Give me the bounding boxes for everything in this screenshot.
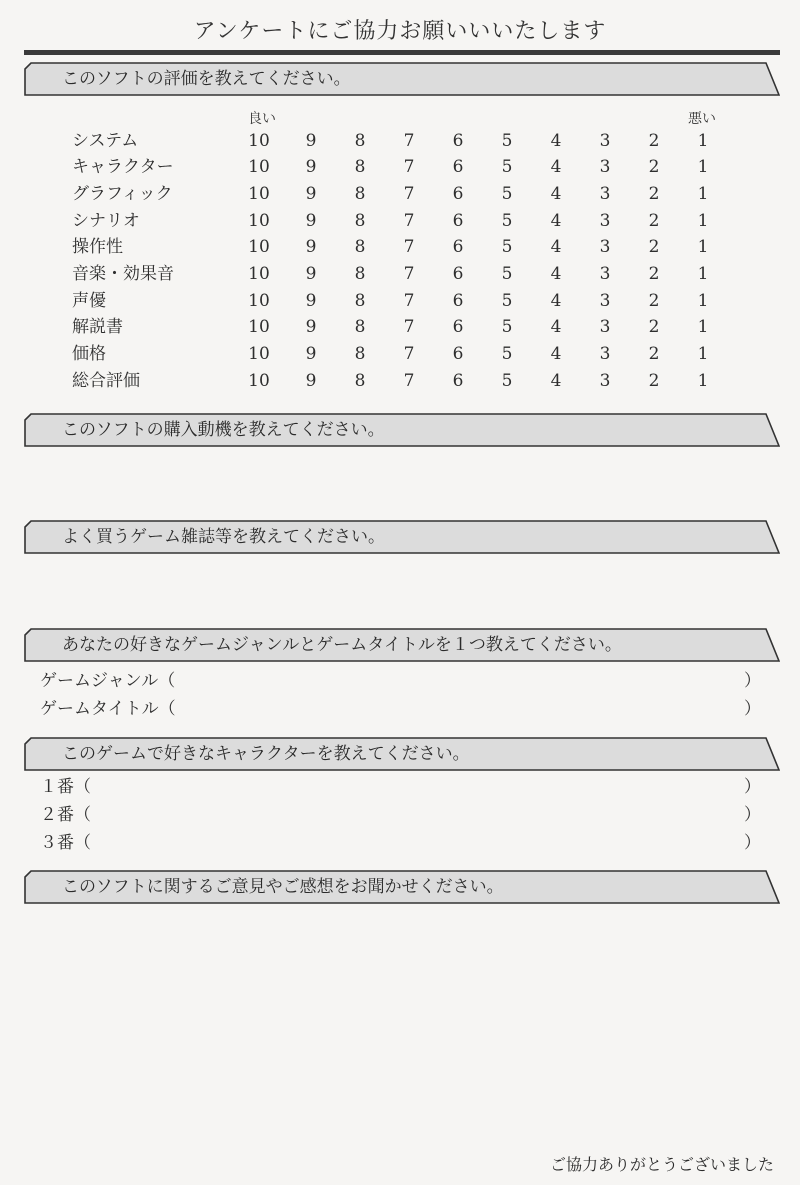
rating-score-4[interactable]: 4 <box>550 317 562 337</box>
rating-row <box>0 288 800 314</box>
rating-score-6[interactable]: 6 <box>452 211 464 231</box>
rating-score-3[interactable]: 3 <box>599 317 611 337</box>
rating-score-1[interactable]: 1 <box>697 371 709 391</box>
rating-score-5[interactable]: 5 <box>501 317 513 337</box>
rating-score-10[interactable]: 10 <box>248 157 270 177</box>
rating-score-4[interactable]: 4 <box>550 344 562 364</box>
favorite-genre-field[interactable] <box>0 667 800 695</box>
close-paren: ） <box>744 805 761 825</box>
rating-score-2[interactable]: 2 <box>648 131 660 151</box>
section-heading-motive: このソフトの購入動機を教えてください。 <box>62 420 385 440</box>
rating-score-10[interactable]: 10 <box>248 237 270 257</box>
section-heading-opinion: このソフトに関するご意見やご感想をお聞かせください。 <box>62 877 504 897</box>
rating-score-8[interactable]: 8 <box>354 237 366 257</box>
rating-score-7[interactable]: 7 <box>403 291 415 311</box>
rating-score-2[interactable]: 2 <box>648 157 660 177</box>
rating-score-2[interactable]: 2 <box>648 184 660 204</box>
rating-score-9[interactable]: 9 <box>305 264 317 284</box>
rating-row <box>0 128 800 154</box>
rating-score-9[interactable]: 9 <box>305 211 317 231</box>
rating-score-3[interactable]: 3 <box>599 344 611 364</box>
page-title: アンケートにご協力お願いいいたします <box>193 19 607 44</box>
rating-score-4[interactable]: 4 <box>550 157 562 177</box>
rating-item-label: キャラクター <box>72 157 174 177</box>
close-paren: ） <box>744 777 761 797</box>
rating-score-8[interactable]: 8 <box>354 157 366 177</box>
rating-score-5[interactable]: 5 <box>501 184 513 204</box>
rating-score-3[interactable]: 3 <box>599 237 611 257</box>
rating-item-label: システム <box>72 131 139 151</box>
rating-score-10[interactable]: 10 <box>248 291 270 311</box>
rating-score-6[interactable]: 6 <box>452 264 464 284</box>
rating-score-7[interactable]: 7 <box>403 264 415 284</box>
rating-item-label: シナリオ <box>72 211 140 231</box>
favorite-character-3-field[interactable] <box>0 829 800 857</box>
section-banner-opinion <box>24 870 780 904</box>
rating-item-label: 操作性 <box>72 237 123 257</box>
rating-score-8[interactable]: 8 <box>354 291 366 311</box>
section-heading-favorite-character: このゲームで好きなキャラクターを教えてください。 <box>62 744 470 764</box>
rating-score-6[interactable]: 6 <box>452 131 464 151</box>
rating-row <box>0 368 800 394</box>
closing-message: ご協力ありがとうございました <box>549 1155 774 1174</box>
rating-score-3[interactable]: 3 <box>599 291 611 311</box>
rating-item-label: 音楽・効果音 <box>72 264 174 284</box>
rating-score-8[interactable]: 8 <box>354 371 366 391</box>
rating-score-4[interactable]: 4 <box>550 211 562 231</box>
rating-score-8[interactable]: 8 <box>354 317 366 337</box>
rating-score-2[interactable]: 2 <box>648 237 660 257</box>
rating-score-7[interactable]: 7 <box>403 211 415 231</box>
favorite-character-2-field[interactable] <box>0 801 800 829</box>
rating-score-10[interactable]: 10 <box>248 371 270 391</box>
close-paren: ） <box>744 833 761 853</box>
rating-row <box>0 261 800 287</box>
rating-score-2[interactable]: 2 <box>648 291 660 311</box>
section-banner-motive <box>24 413 780 447</box>
rating-score-10[interactable]: 10 <box>248 317 270 337</box>
favorite-genre-label: ゲームジャンル（ <box>40 671 176 691</box>
rating-score-4[interactable]: 4 <box>550 131 562 151</box>
rating-score-8[interactable]: 8 <box>354 211 366 231</box>
favorite-character-1-field[interactable] <box>0 773 800 801</box>
rating-score-5[interactable]: 5 <box>501 344 513 364</box>
rating-score-1[interactable]: 1 <box>697 264 709 284</box>
rating-score-10[interactable]: 10 <box>248 344 270 364</box>
rating-score-5[interactable]: 5 <box>501 371 513 391</box>
section-banner-favorite-character <box>24 737 780 771</box>
rating-score-7[interactable]: 7 <box>403 317 415 337</box>
title-divider <box>24 50 780 55</box>
favorite-title-field[interactable] <box>0 695 800 723</box>
rating-score-1[interactable]: 1 <box>697 344 709 364</box>
rating-score-2[interactable]: 2 <box>648 264 660 284</box>
rating-score-7[interactable]: 7 <box>403 184 415 204</box>
rating-score-3[interactable]: 3 <box>599 211 611 231</box>
rating-score-3[interactable]: 3 <box>599 157 611 177</box>
rating-score-1[interactable]: 1 <box>697 211 709 231</box>
section-heading-favorite-game: あなたの好きなゲームジャンルとゲームタイトルを１つ教えてください。 <box>62 635 622 655</box>
close-paren: ） <box>744 699 761 719</box>
rating-score-10[interactable]: 10 <box>248 211 270 231</box>
rating-score-9[interactable]: 9 <box>305 237 317 257</box>
rating-score-7[interactable]: 7 <box>403 131 415 151</box>
rating-score-5[interactable]: 5 <box>501 211 513 231</box>
rating-row <box>0 181 800 207</box>
rating-score-8[interactable]: 8 <box>354 184 366 204</box>
rating-score-6[interactable]: 6 <box>452 237 464 257</box>
rating-score-4[interactable]: 4 <box>550 184 562 204</box>
rating-score-9[interactable]: 9 <box>305 157 317 177</box>
favorite-character-3-label: ３番（ <box>40 833 91 853</box>
rating-score-10[interactable]: 10 <box>248 184 270 204</box>
rating-score-1[interactable]: 1 <box>697 317 709 337</box>
rating-score-10[interactable]: 10 <box>248 131 270 151</box>
rating-row <box>0 234 800 260</box>
rating-score-7[interactable]: 7 <box>403 157 415 177</box>
rating-score-4[interactable]: 4 <box>550 237 562 257</box>
rating-item-label: グラフィック <box>72 184 173 204</box>
rating-score-9[interactable]: 9 <box>305 344 317 364</box>
rating-item-label: 解説書 <box>72 317 123 337</box>
rating-score-6[interactable]: 6 <box>452 184 464 204</box>
rating-score-2[interactable]: 2 <box>648 344 660 364</box>
rating-score-4[interactable]: 4 <box>550 371 562 391</box>
rating-score-9[interactable]: 9 <box>305 131 317 151</box>
rating-score-7[interactable]: 7 <box>403 344 415 364</box>
rating-score-1[interactable]: 1 <box>697 291 709 311</box>
rating-score-3[interactable]: 3 <box>599 131 611 151</box>
rating-score-2[interactable]: 2 <box>648 317 660 337</box>
rating-score-2[interactable]: 2 <box>648 211 660 231</box>
rating-score-8[interactable]: 8 <box>354 344 366 364</box>
rating-score-1[interactable]: 1 <box>697 184 709 204</box>
rating-score-5[interactable]: 5 <box>501 157 513 177</box>
section-banner-rating <box>24 62 780 96</box>
section-heading-rating: このソフトの評価を教えてください。 <box>62 69 351 89</box>
rating-row <box>0 314 800 340</box>
favorite-title-label: ゲームタイトル（ <box>40 699 176 719</box>
rating-score-5[interactable]: 5 <box>501 264 513 284</box>
rating-score-7[interactable]: 7 <box>403 371 415 391</box>
rating-item-label: 価格 <box>72 344 106 364</box>
rating-score-3[interactable]: 3 <box>599 264 611 284</box>
rating-score-10[interactable]: 10 <box>248 264 270 284</box>
rating-score-3[interactable]: 3 <box>599 184 611 204</box>
rating-item-label: 総合評価 <box>72 371 140 391</box>
rating-bad-label: 悪い <box>688 111 716 127</box>
rating-score-4[interactable]: 4 <box>550 264 562 284</box>
rating-row <box>0 341 800 367</box>
close-paren: ） <box>744 671 761 691</box>
rating-score-5[interactable]: 5 <box>501 291 513 311</box>
rating-score-9[interactable]: 9 <box>305 184 317 204</box>
section-heading-magazine: よく買うゲーム雑誌等を教えてください。 <box>62 527 385 547</box>
rating-score-8[interactable]: 8 <box>354 264 366 284</box>
rating-score-5[interactable]: 5 <box>501 131 513 151</box>
rating-score-5[interactable]: 5 <box>501 237 513 257</box>
rating-score-9[interactable]: 9 <box>305 371 317 391</box>
rating-score-3[interactable]: 3 <box>599 371 611 391</box>
rating-score-1[interactable]: 1 <box>697 131 709 151</box>
rating-good-label: 良い <box>248 111 276 127</box>
rating-score-6[interactable]: 6 <box>452 371 464 391</box>
rating-score-9[interactable]: 9 <box>305 291 317 311</box>
rating-item-label: 声優 <box>72 291 106 311</box>
rating-score-6[interactable]: 6 <box>452 291 464 311</box>
rating-score-4[interactable]: 4 <box>550 291 562 311</box>
rating-row <box>0 154 800 180</box>
rating-score-6[interactable]: 6 <box>452 344 464 364</box>
rating-score-1[interactable]: 1 <box>697 157 709 177</box>
rating-score-7[interactable]: 7 <box>403 237 415 257</box>
rating-score-6[interactable]: 6 <box>452 317 464 337</box>
rating-score-8[interactable]: 8 <box>354 131 366 151</box>
favorite-character-1-label: １番（ <box>40 777 91 797</box>
rating-score-1[interactable]: 1 <box>697 237 709 257</box>
section-banner-favorite-game <box>24 628 780 662</box>
rating-row <box>0 208 800 234</box>
rating-score-6[interactable]: 6 <box>452 157 464 177</box>
rating-score-9[interactable]: 9 <box>305 317 317 337</box>
favorite-character-2-label: ２番（ <box>40 805 91 825</box>
section-banner-magazine <box>24 520 780 554</box>
rating-score-2[interactable]: 2 <box>648 371 660 391</box>
